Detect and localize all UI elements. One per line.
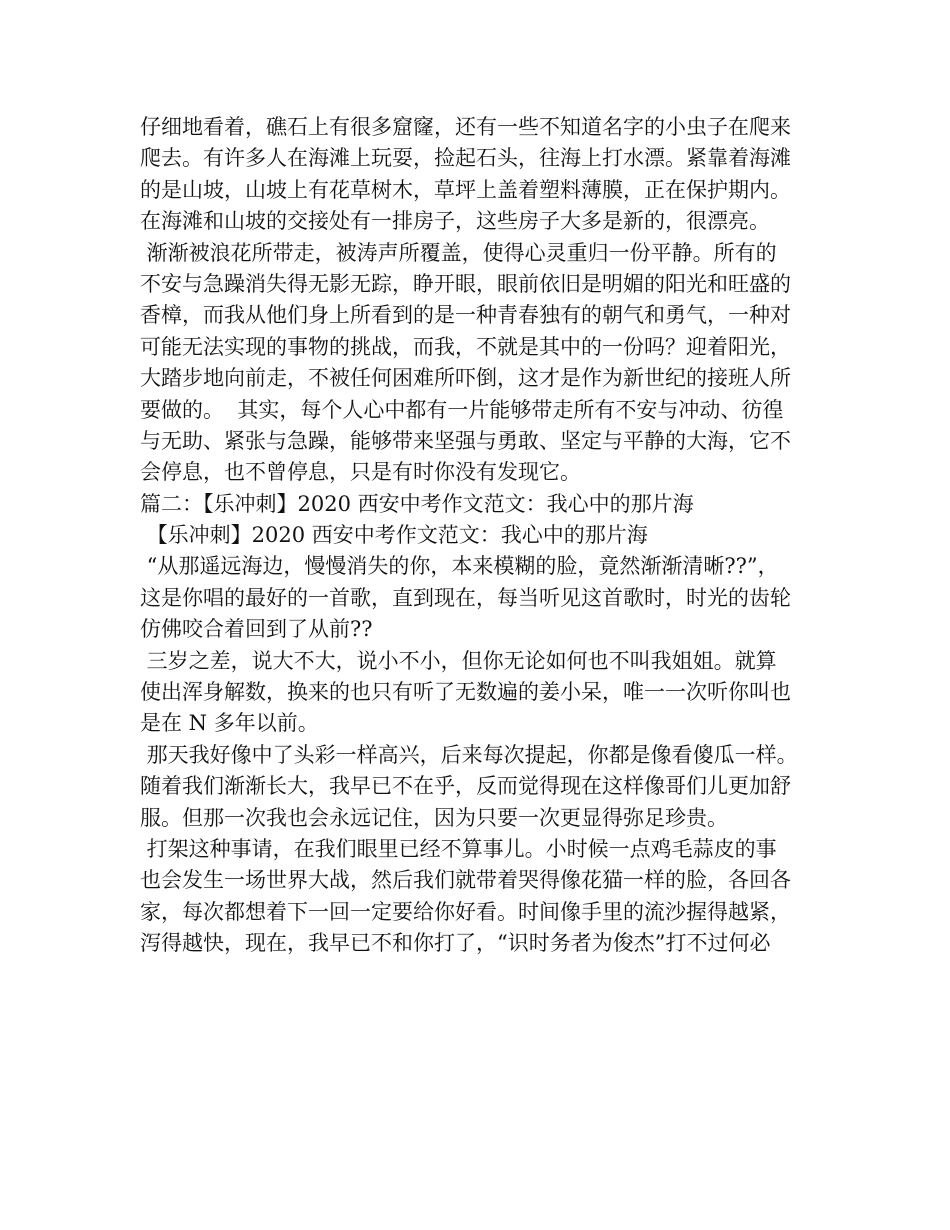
text-line: 使出浑身解数，换来的也只有听了无数遍的姜小呆，唯一一次听你叫也 (140, 680, 791, 705)
text-line: 可能无法实现的事物的挑战，而我，不就是其中的一份吗？迎着阳光， (140, 334, 791, 359)
text-line: 仔细地看着，礁石上有很多窟窿，还有一些不知道名字的小虫子在爬来 (140, 115, 791, 139)
text-line: 服。但那一次我也会永远记住，因为只要一次更显得弥足珍贵。 (140, 805, 728, 830)
section-heading: 篇二：【乐冲刺】2020 西安中考作文范文：我心中的那片海 (140, 491, 694, 516)
text-line: 是在 N 多年以前。 (140, 711, 319, 736)
text-line: 的是山坡，山坡上有花草树木，草坪上盖着塑料薄膜，正在保护期内。 (140, 177, 791, 202)
text-line: 三岁之差，说大不大，说小不小，但你无论如何也不叫我姐姐。就算 (140, 648, 777, 673)
text-line: 随着我们渐渐长大，我早已不在乎，反而觉得现在这样像哥们儿更加舒 (140, 774, 791, 799)
text-line: 那天我好像中了头彩一样高兴，后来每次提起，你都是像看傻瓜一样。 (140, 742, 798, 767)
text-line: 要做的。 其实，每个人心中都有一片能够带走所有不安与冲动、彷徨 (140, 397, 784, 422)
text-line: 渐渐被浪花所带走，被涛声所覆盖，使得心灵重归一份平静。所有的 (140, 240, 777, 265)
text-line: 家，每次都想着下一回一定要给你好看。时间像手里的流沙握得越紧， (140, 899, 791, 924)
text-line: 大踏步地向前走，不被任何困难所吓倒，这才是作为新世纪的接班人所 (140, 366, 791, 391)
text-line: 不安与急躁消失得无影无踪，睁开眼，眼前依旧是明媚的阳光和旺盛的 (140, 271, 791, 296)
text-line: 会停息，也不曾停息，只是有时你没有发现它。 (140, 460, 581, 485)
document-page (140, 112, 820, 960)
text-line: 爬去。有许多人在海滩上玩耍，捡起石头，往海上打水漂。紧靠着海滩 (140, 146, 791, 171)
article-title: 【乐冲刺】2020 西安中考作文范文：我心中的那片海 (140, 523, 648, 548)
text-line: 与无助、紧张与急躁，能够带来坚强与勇敢、坚定与平静的大海，它不 (140, 428, 791, 453)
text-line: 打架这种事请，在我们眼里已经不算事儿。小时候一点鸡毛蒜皮的事 (140, 836, 777, 861)
text-line: 在海滩和山坡的交接处有一排房子，这些房子大多是新的，很漂亮。 (140, 209, 770, 234)
text-line: 也会发生一场世界大战，然后我们就带着哭得像花猫一样的脸，各回各 (140, 868, 791, 893)
text-line: 泻得越快，现在，我早已不和你打了，“识时务者为俊杰”打不过何必 (140, 931, 771, 956)
text-line: 香樟，而我从他们身上所看到的是一种青春独有的朝气和勇气，一种对 (140, 303, 791, 328)
text-line: 这是你唱的最好的一首歌，直到现在，每当听见这首歌时，时光的齿轮 (140, 585, 791, 610)
text-line: “从那遥远海边，慢慢消失的你，本来模糊的脸，竟然渐渐清晰??”， (140, 554, 779, 579)
text-line: 仿佛咬合着回到了从前?? (140, 617, 373, 642)
